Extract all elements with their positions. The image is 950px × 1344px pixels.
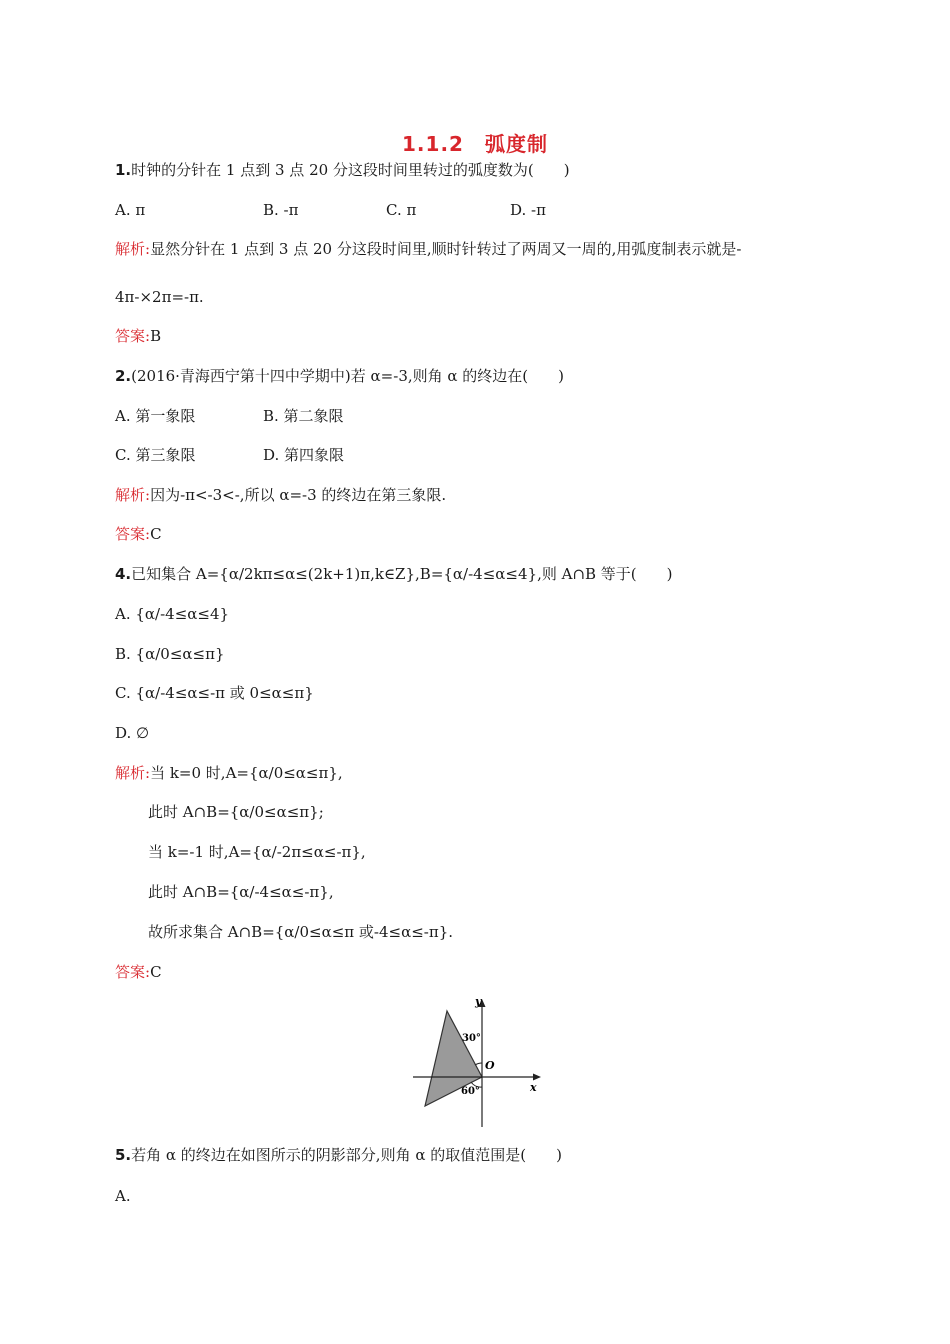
analysis-line: 当 k=-1 时,A={α/-2π≤α≤-π}, [148,843,366,861]
option-b: B. 第二象限 [263,407,344,425]
answer [115,962,162,982]
analysis-line: 当 k=0 时,A={α/0≤α≤π}, [150,764,343,782]
answer-value: C [150,963,162,981]
answer-value: B [150,327,162,345]
question-text: 已知集合 A={α/2kπ≤α≤(2k+1)π,k∈Z},B={α/-4≤α≤4},则 A∩B 等于( ) [131,565,673,583]
question-5 [115,1145,562,1165]
option-b: B. -π [263,201,299,219]
option-d: D. -π [510,201,546,219]
analysis-label: 解析: [115,486,151,504]
question-4 [115,564,673,584]
option-a: A. 第一象限 [115,407,196,425]
answer-label: 答案: [115,963,151,981]
analysis-line: 此时 A∩B={α/0≤α≤π}; [148,803,324,821]
option-c: C. π [386,201,417,219]
x-arrow-icon [533,1074,541,1081]
option-d: D. 第四象限 [263,446,345,464]
page-title: 1.1.2 弧度制 [402,132,548,156]
analysis-text: 显然分针在 1 点到 3 点 20 分这段时间里,顺时针转过了两周又一周的,用弧度制表示就是- [150,240,742,258]
option-c: C. 第三象限 [115,446,196,464]
analysis [115,763,343,783]
question-1 [115,160,570,180]
option-c: C. {α/-4≤α≤-π 或 0≤α≤π} [115,684,314,702]
option-d: D. ∅ [115,724,150,742]
analysis [115,239,741,259]
question-number: 4. [115,565,132,583]
angle-label-bottom: 60° [461,1086,480,1097]
option-a: A. [115,1187,131,1205]
analysis [115,485,446,505]
origin-label: O [485,1059,495,1072]
analysis-label: 解析: [115,764,151,782]
angle-label-top: 30° [462,1033,481,1044]
question-text: 若角 α 的终边在如图所示的阴影部分,则角 α 的取值范围是( ) [131,1146,562,1164]
option-a: A. {α/-4≤α≤4} [115,605,230,623]
angle-arc-top [475,1063,482,1065]
question-text: 时钟的分针在 1 点到 3 点 20 分这段时间里转过的弧度数为( ) [131,161,570,179]
angle-figure [405,993,550,1133]
answer-label: 答案: [115,327,151,345]
question-text: (2016·青海西宁第十四中学期中)若 α=-3,则角 α 的终边在( ) [131,367,565,385]
y-label: y [475,995,482,1008]
analysis-label: 解析: [115,240,151,258]
answer-value: C [150,525,162,543]
analysis-line: 此时 A∩B={α/-4≤α≤-π}, [148,883,334,901]
answer [115,524,162,544]
question-number: 1. [115,161,132,179]
answer [115,326,161,346]
analysis-text: 因为-π<-3<-,所以 α=-3 的终边在第三象限. [150,486,447,504]
question-number: 2. [115,367,132,385]
analysis-continued: 4π-×2π=-π. [115,288,204,306]
option-b: B. {α/0≤α≤π} [115,645,225,663]
question-2 [115,366,564,386]
analysis-line: 故所求集合 A∩B={α/0≤α≤π 或-4≤α≤-π}. [148,923,454,941]
option-a: A. π [115,201,146,219]
question-number: 5. [115,1146,132,1164]
answer-label: 答案: [115,525,151,543]
x-label: x [530,1081,537,1094]
